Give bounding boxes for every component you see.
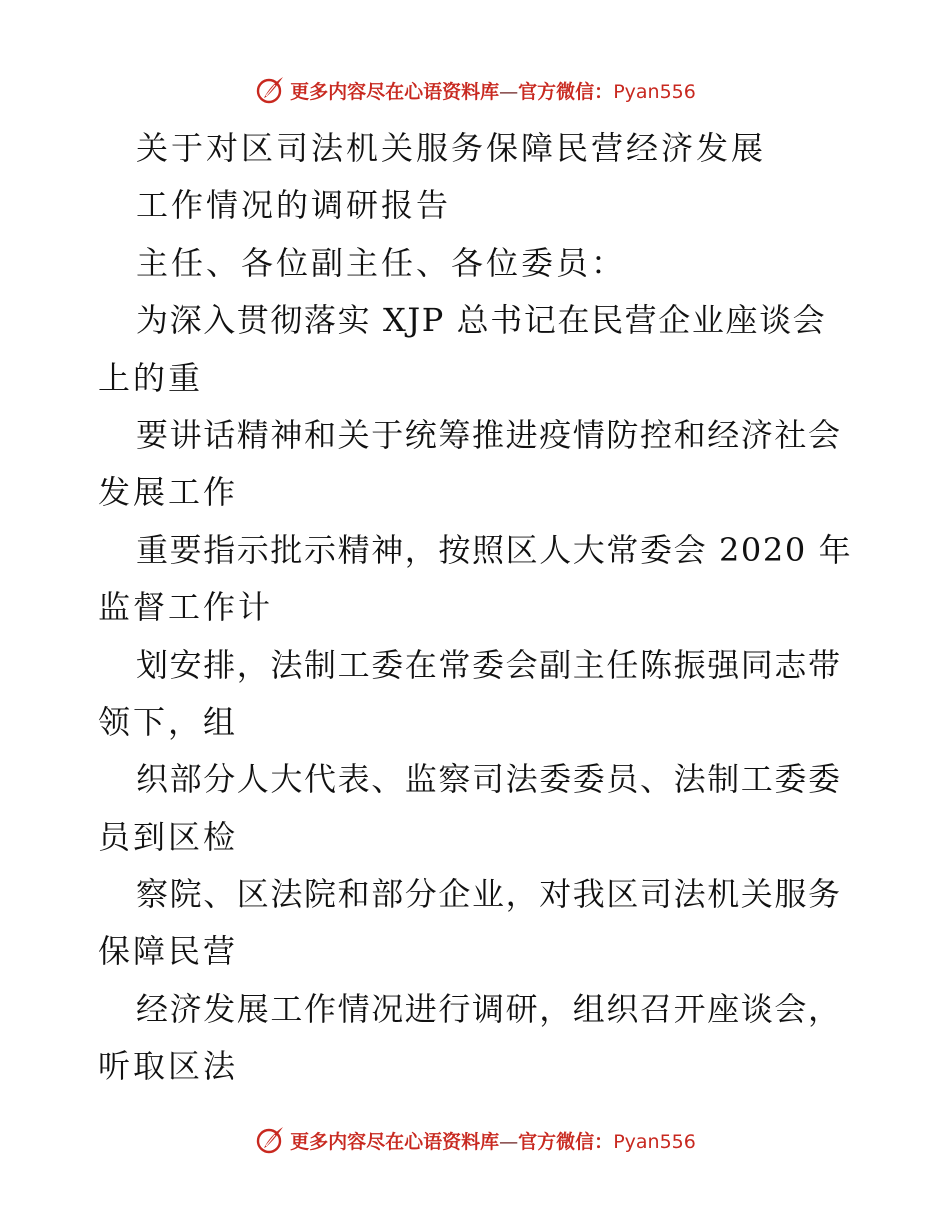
banner-wechat-label: 官方微信： [518, 1130, 614, 1153]
banner-main-text: 更多内容尽在心语资料库 [290, 80, 500, 103]
banner-dash: — [499, 80, 519, 103]
doc-text-line: 保障民营 [98, 932, 239, 971]
feather-pen-logo-icon [254, 74, 286, 106]
doc-text-line: 发展工作 [98, 473, 239, 512]
doc-text-line: 经济发展工作情况进行调研，组织召开座谈会， [136, 989, 842, 1028]
footer-banner [0, 1120, 950, 1160]
doc-text-line: 上的重 [98, 358, 204, 397]
doc-text-line: 重要指示批示精神，按照区人大常委会 2020 年 [136, 530, 853, 569]
banner-wechat-label: 官方微信： [518, 80, 614, 103]
header-banner [0, 70, 950, 110]
doc-salutation: 主任、各位副主任、各位委员： [136, 243, 627, 282]
doc-title-line-2: 工作情况的调研报告 [136, 186, 452, 225]
banner-text [290, 1127, 696, 1154]
feather-pen-logo-icon [254, 1124, 286, 1156]
doc-text-line: 织部分人大代表、监察司法委委员、法制工委委 [136, 760, 842, 799]
doc-text-line: 领下，组 [98, 702, 239, 741]
doc-text-line: 监督工作计 [98, 588, 274, 627]
banner-wechat-id: Pyan556 [613, 80, 696, 103]
doc-text-line: 员到区检 [98, 817, 239, 856]
doc-text-line: 要讲话精神和关于统筹推进疫情防控和经济社会 [136, 415, 842, 454]
banner-text [290, 77, 696, 104]
doc-text-line: 划安排，法制工委在常委会副主任陈振强同志带 [136, 645, 842, 684]
doc-title-line-1: 关于对区司法机关服务保障民营经济发展 [136, 129, 767, 167]
banner-dash: — [499, 1130, 519, 1153]
doc-text-line: 为深入贯彻落实 XJP 总书记在民营企业座谈会 [136, 301, 827, 340]
document-body [98, 120, 858, 1096]
doc-text-line: 察院、区法院和部分企业，对我区司法机关服务 [136, 875, 842, 914]
banner-main-text: 更多内容尽在心语资料库 [290, 1130, 500, 1153]
doc-text-line: 听取区法 [98, 1047, 239, 1086]
banner-wechat-id: Pyan556 [613, 1130, 696, 1153]
